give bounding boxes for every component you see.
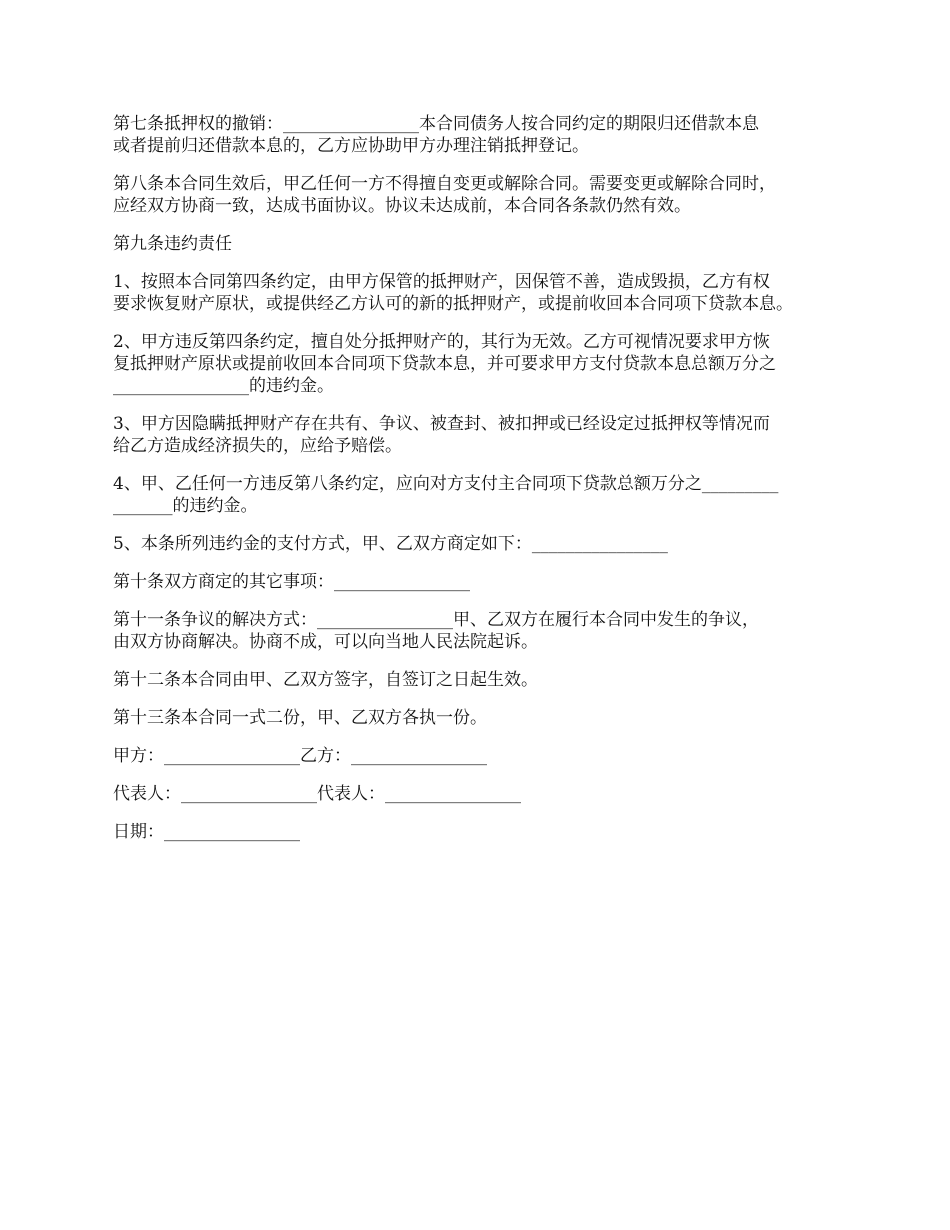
representative-signature-line [113, 783, 853, 805]
text-line: 由双方协商解决。协商不成，可以向当地人民法院起诉。 [113, 632, 538, 652]
clause-7-revocation-paragraph [113, 113, 853, 157]
date-line [113, 821, 853, 843]
text-line: 要求恢复财产原状，或提供经乙方认可的新的抵押财产，或提前收回本合同项下贷款本息。 [113, 294, 793, 314]
clause-12-paragraph [113, 669, 853, 691]
text-line: 第十一条争议的解决方式：________________甲、乙双方在履行本合同中发生的争议， [113, 610, 759, 630]
text-line: 给乙方造成经济损失的，应给予赔偿。 [113, 436, 402, 456]
text-line: 第十条双方商定的其它事项：________________ [113, 572, 470, 592]
text-line: 复抵押财产原状或提前收回本合同项下贷款本息，并可要求甲方支付贷款本息总额万分之 [113, 354, 776, 374]
text-line: 日期：________________ [113, 822, 300, 842]
text-line: 第十二条本合同由甲、乙双方签字，自签订之日起生效。 [113, 670, 538, 690]
clause-9-item-4-paragraph [113, 473, 853, 517]
text-line: 甲方：________________乙方：________________ [113, 746, 487, 766]
text-line: _______的违约金。 [113, 496, 258, 516]
text-line: 5、本条所列违约金的支付方式，甲、乙双方商定如下：________________ [113, 534, 668, 554]
text-line: 1、按照本合同第四条约定，由甲方保管的抵押财产，因保管不善，造成毁损，乙方有权 [113, 272, 770, 292]
clause-9-item-1-paragraph [113, 271, 853, 315]
text-line: 应经双方协商一致，达成书面协议。协议未达成前，本合同各条款仍然有效。 [113, 196, 691, 216]
clause-9-item-2-paragraph [113, 331, 853, 397]
text-line: 第九条违约责任 [113, 234, 232, 254]
document-page [113, 113, 853, 859]
clause-13-paragraph [113, 707, 853, 729]
clause-9-heading [113, 233, 853, 255]
text-line: 2、甲方违反第四条约定，擅自处分抵押财产的，其行为无效。乙方可视情况要求甲方恢 [113, 332, 770, 352]
clause-8-effect-paragraph [113, 173, 853, 217]
clause-9-item-3-paragraph [113, 413, 853, 457]
text-line: 第七条抵押权的撤销：________________本合同债务人按合同约定的期限归还借款本息 [113, 114, 759, 134]
text-line: 3、甲方因隐瞒抵押财产存在共有、争议、被查封、被扣押或已经设定过抵押权等情况而 [113, 414, 770, 434]
text-line: 第八条本合同生效后，甲乙任何一方不得擅自变更或解除合同。需要变更或解除合同时， [113, 174, 776, 194]
text-line: 4、甲、乙任何一方违反第八条约定，应向对方支付主合同项下贷款总额万分之_________ [113, 474, 779, 494]
clause-9-item-5-paragraph [113, 533, 853, 555]
clause-11-dispute-paragraph [113, 609, 853, 653]
text-line: 或者提前归还借款本息的，乙方应协助甲方办理注销抵押登记。 [113, 136, 589, 156]
party-signature-line [113, 745, 853, 767]
text-line: 代表人：________________代表人：________________ [113, 784, 521, 804]
text-line: 第十三条本合同一式二份，甲、乙双方各执一份。 [113, 708, 487, 728]
clause-10-paragraph [113, 571, 853, 593]
text-line: ________________的违约金。 [113, 376, 334, 396]
